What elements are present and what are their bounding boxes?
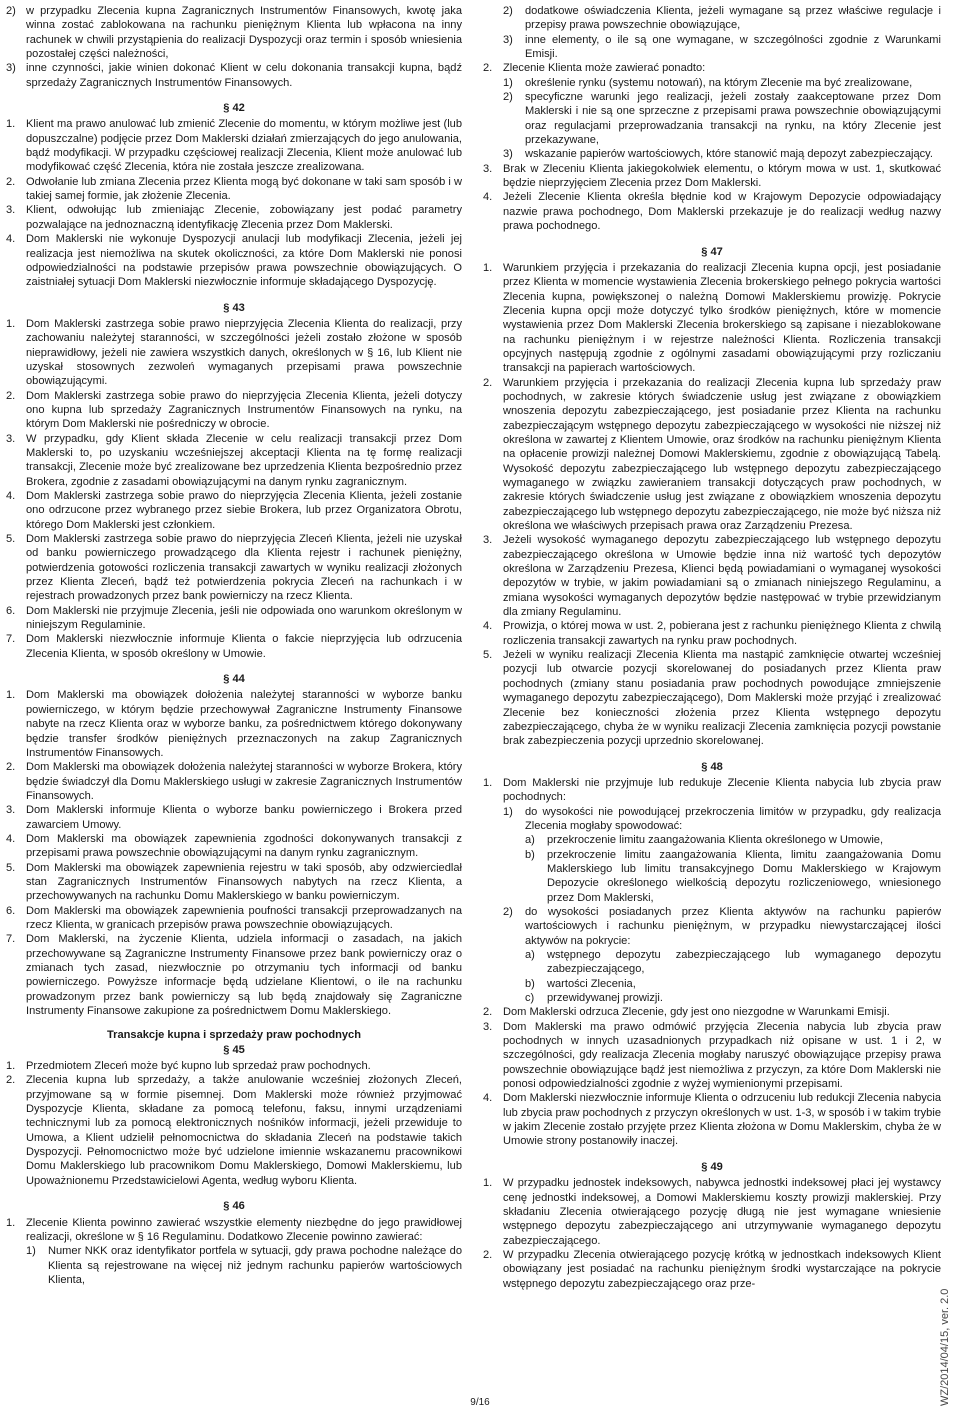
list-item xyxy=(483,848,941,905)
item-number: 1. xyxy=(483,1177,493,1190)
item-text: W przypadku Zlecenia otwierającego pozycję krótką w jednostkach indeksowych Klient obowiązany jest posiadać na rachunku pieniężnym środki wystarczające na pokrycie wstępnego depozytu zabezpieczającego oraz prze- xyxy=(503,1248,941,1290)
section-number: § 42 xyxy=(223,102,245,115)
item-number: 6. xyxy=(6,904,16,917)
paragraph xyxy=(483,648,941,748)
item-text: Dom Maklerski ma obowiązek dołożenia należytej staranności w wyborze banku powierniczego, w którym będzie przechowywał Zagraniczne Instrumenty Finansowe nabyte na rzecz Klienta oraz w wyborze banku, za pośrednictwem którego dokonywany będzie transfer środków pieniężnych przeznaczonych na zakup Zagranicznych Instrumentów Finansowych. xyxy=(26,689,462,759)
item-number: c) xyxy=(525,992,535,1005)
paragraph xyxy=(6,932,462,1018)
item-text: Dom Maklerski ma obowiązek zapewnienia rejestru w taki sposób, aby odzwierciedlał stan Zagranicznych Instrumentów Finansowych nabytych na rzecz Klienta, a przechowywanych na rachunku Domu Maklerskiego w banku powierniczym. xyxy=(26,861,462,903)
item-text: inne elementy, o ile są one wymagane, w szczególności zgodnie z Warunkami Emisji. xyxy=(525,33,941,61)
item-number: b) xyxy=(525,977,535,990)
item-text: Dom Maklerski odrzuca Zlecenie, gdy jest ono niezgodne w Warunkami Emisji. xyxy=(503,1006,890,1019)
item-text: Klient, odwołując lub zmieniając Zlecenie, zobowiązany jest podać parametry pozwalające na jednoznaczną identyfikację Zlecenia przez Dom Maklerski. xyxy=(26,204,462,231)
paragraph xyxy=(483,1020,941,1092)
item-number: 1. xyxy=(483,261,493,274)
paragraph xyxy=(6,389,462,432)
paragraph xyxy=(6,760,462,803)
item-text: Dom Maklerski ma obowiązek dołożenia należytej staranności w wyborze Brokera, który będzie świadczył dla Domu Maklerskiego usługi w zakresie Zagranicznych Instrumentów Finansowych. xyxy=(26,761,462,802)
item-number: 1. xyxy=(6,317,16,330)
item-number: 1. xyxy=(6,1060,16,1073)
item-number: 3) xyxy=(503,33,513,46)
item-text: Dom Maklerski niezwłocznie informuje Klienta o odrzuceniu lub redukcji Zlecenia nabycia lub zbycia praw pochodnych z przyczyn określonych w ust. 1-3, w sposób i w takim trybie w jakim Zlecenie zostało przyjęte przez Klienta złożona w Domu Maklerskim, chyba że w Umowie strony postanowiły inaczej. xyxy=(503,1092,941,1148)
item-number: 4. xyxy=(6,233,16,246)
item-text: przewidywanej prowizji. xyxy=(547,992,663,1005)
list-item xyxy=(483,76,941,90)
item-text: Warunkiem przyjęcia i przekazania do realizacji Zlecenia kupna opcji, jest posiadanie przez Klienta w momencie wystawienia Zlecenia brokerskiego pełnego pokrycia wartości Zlecenia kupna, powiększonej o należną Domowi Maklerskiemu prowizję. Pokrycie Zlecenia kupna opcji może dotyczyć tylko środków pieniężnych, które w momencie wystawienia przez Dom Maklerski Zlecenia brokerskiego są zapisane i niezablokowane na rachunku pieniężnym i w rejestrze należności Klienta. Rozliczenia transakcji opcyjnych następują zgodnie z ogólnymi zasadami obowiązującymi przy rozliczaniu transakcji na papierach wartościowych. xyxy=(503,261,941,375)
item-text: do wysokości nie powodującej przekroczenia limitów w przypadku, gdy realizacja Zlecenia mogłaby spowodować: xyxy=(525,805,941,832)
item-number: 5. xyxy=(6,861,16,874)
paragraph xyxy=(483,1091,941,1148)
section-number: § 43 xyxy=(223,301,245,314)
item-number: 3) xyxy=(503,148,513,161)
paragraph xyxy=(483,619,941,648)
paragraph xyxy=(483,261,941,376)
item-text: Zlecenie Klienta może zawierać ponadto: xyxy=(503,62,706,75)
paragraph xyxy=(483,162,941,191)
paragraph xyxy=(6,232,462,289)
paragraph xyxy=(483,1176,941,1248)
item-text: Dom Maklerski nie przyjmuje Zlecenia, jeśli nie odpowiada ono warunkom określonym w niniejszym Regulaminie. xyxy=(26,604,462,632)
item-number: 5. xyxy=(6,533,16,546)
item-number: 4. xyxy=(483,620,493,633)
item-text: specyficzne warunki jego realizacji, jeżeli zostały zaakceptowane przez Dom Maklerski i nie są one sprzeczne z przepisami prawa powszechnie obowiązującymi oraz regulacjami przeprowadzania transakcji na rynku, na który Zlecenie jest przekazywane, xyxy=(525,91,941,147)
item-text: wskazanie papierów wartościowych, które stanowić mają depozyt zabezpieczający. xyxy=(525,148,933,161)
item-text: Przedmiotem Zleceń może być kupno lub sprzedaż praw pochodnych. xyxy=(26,1060,371,1073)
item-number: 2. xyxy=(6,1074,16,1087)
item-number: 2. xyxy=(483,1006,493,1019)
item-number: 7. xyxy=(6,933,16,946)
item-text: wstępnego depozytu zabezpieczającego lub wymaganego depozytu zabezpieczającego, xyxy=(547,949,941,976)
item-number: 1. xyxy=(6,1216,16,1229)
paragraph xyxy=(6,904,462,933)
item-number: 3) xyxy=(6,62,16,75)
paragraph xyxy=(483,376,941,534)
item-text: Dom Maklerski zastrzega sobie prawo do nieprzyjęcia Zleceń Klienta, jeżeli nie uzyskał od banku powierniczego prowadzącego dla Klienta rejestr i rachunek pieniężny, potwierdzenia gotowości rozliczenia transakcji zawartych w wyniku realizacji złożonych przez Klienta Zleceń, bądź też potwierdzenia pokrycia Zleceń na rachunkach i w rejestrach prowadzonych przez bank powierniczy na rzecz Klienta. xyxy=(26,533,462,603)
item-text: Dom Maklerski niezwłocznie informuje Klienta o fakcie nieprzyjęcia lub odrzucenia Zlecenia Klienta, w sposób określony w Umowie. xyxy=(26,633,462,660)
item-number: a) xyxy=(525,949,535,961)
item-number: 3. xyxy=(483,534,493,547)
item-number: 4. xyxy=(483,1092,493,1105)
item-number: 4. xyxy=(6,490,16,502)
item-text: Prowizja, o której mowa w ust. 2, pobierana jest z rachunku pieniężnego Klienta z chwilą rozliczenia transakcji zawartych na rynku praw pochodnych. xyxy=(503,620,941,647)
item-number: 1. xyxy=(483,776,493,789)
section-number: § 44 xyxy=(223,673,245,686)
item-number: 2. xyxy=(483,1248,493,1261)
paragraph xyxy=(6,1073,462,1188)
item-number: a) xyxy=(525,834,535,847)
list-item xyxy=(483,805,941,834)
item-text: Jeżeli w wyniku realizacji Zlecenia Klienta ma nastąpić zamknięcie otwartej wcześniej pozycji lub otwarcie pozycji skorelowanej do posiadanych przez Klienta praw pochodnych (zmiany stanu posiadania praw pochodnych powodujące zmniejszenie wymaganego depozytu zabezpieczającego), Dom Maklerski może przyjąć i zrealizować Zlecenie bez konieczności złożenia przez Klienta wstępnego depozytu zabezpieczającego, chyba że w wyniku realizacji Zlecenia zamknięcia pozycji powstanie brak zabezpieczenia pozycji uprzednio skorelowanej. xyxy=(503,649,941,748)
section-number: § 49 xyxy=(701,1160,723,1173)
item-number: 3. xyxy=(6,204,16,217)
paragraph xyxy=(6,432,462,489)
item-text: Jeżeli wysokość wymaganego depozytu zabezpieczającego lub wstępnego depozytu zabezpieczającego określona w Umowie będzie inna niż wartość tych depozytów określona w Zarządzeniu Prezesa, Klienci będą powiadamiani o wymaganej wysokości depozytów w trybie, w jakim powiadamiani są o zmianach niniejszego Regulaminu, a zmiana wysokości wymaganych depozytów będzie następować w trybie przewidzianym dla zmiany Regulaminu. xyxy=(503,534,941,619)
item-text: Zlecenia kupna lub sprzedaży, a także anulowanie wcześniej złożonych Zleceń, przyjmowane są w formie pisemnej. Dom Maklerski może również przyjmować Dyspozycje Klienta, składane za pomocą telefonu, faksu, innymi urządzeniami technicznymi lub za pomocą elektronicznych nośników informacji, jeżeli przewiduje to Umowa, a Klient udzielił pełnomocnictwa do składania Zleceń na podstawie takich Dyspozycji. Pełnomocnictwo może być udzielone imiennie wskazanemu pracownikowi Domu Maklerskiego lub pracownikom Domu Maklerskiego, Domowi Maklerskiemu, lub Upoważnionemu Przedstawicielowi Agenta, według wyboru Klienta. xyxy=(26,1074,462,1187)
item-number: 3. xyxy=(6,432,16,445)
item-text: inne czynności, jakie winien dokonać Klient w celu dokonania transakcji kupna, bądź sprzedaży Zagranicznych Instrumentów Finansowych. xyxy=(26,62,462,89)
item-number: b) xyxy=(525,848,535,861)
item-number: 2) xyxy=(503,905,513,918)
paragraph xyxy=(6,532,462,604)
list-item xyxy=(6,61,462,90)
list-item xyxy=(483,33,941,62)
item-text: Dom Maklerski zastrzega sobie prawo do nieprzyjęcia Zlecenia Klienta, jeżeli zostanie ono odrzucone przez wybranego przez siebie Brokera, lub przez Organizatora Obrotu, którego Dom Maklerski jest członkiem. xyxy=(26,490,462,531)
item-text: w przypadku Zlecenia kupna Zagranicznych Instrumentów Finansowych, kwotę jaka winna zostać zablokowana na rachunku pieniężnym Klienta lub wpłacona na inny rachunek w chwili przystąpienia do realizacji Dyspozycji oraz termin i sposób wniesienia pozostałej części należności, xyxy=(26,5,462,61)
paragraph xyxy=(483,190,941,233)
item-text: Dom Maklerski informuje Klienta o wyborze banku powierniczego i Brokera przed zawarciem Umowy. xyxy=(26,804,462,831)
list-item xyxy=(483,905,941,948)
item-text: Klient ma prawo anulować lub zmienić Zlecenie do momentu, w którym możliwe jest (lub dopuszczalne) podjęcie przez Dom Maklerski działań zmierzających do jego anulowania, bądź modyfikacji. W przypadku częściowej realizacji Zlecenia, Klient może anulować lub modyfikować część Zlecenia, która nie została jeszcze zrealizowana. xyxy=(26,118,462,174)
item-number: 2. xyxy=(6,761,16,774)
item-text: Dom Maklerski ma obowiązek zapewnienia zgodności dokonywanych transakcji z przepisami prawa powszechnie obowiązującymi na danym rynku zagranicznym. xyxy=(26,832,462,860)
list-item xyxy=(6,1244,462,1287)
list-item xyxy=(6,4,462,61)
paragraph xyxy=(483,1005,941,1019)
page-number: 9/16 xyxy=(470,1397,490,1408)
item-number: 6. xyxy=(6,604,16,617)
item-text: wartości Zlecenia, xyxy=(547,977,636,990)
item-number: 4. xyxy=(483,191,493,204)
item-number: 2. xyxy=(483,376,493,389)
paragraph xyxy=(6,175,462,204)
item-text: Odwołanie lub zmiana Zlecenia przez Klienta mogą być dokonane w taki sam sposób i w takiej samej formie, jak złożenie Zlecenia. xyxy=(26,175,462,203)
section-number: § 48 xyxy=(701,760,723,773)
paragraph xyxy=(6,1216,462,1245)
item-text: Jeżeli Zlecenie Klienta określa błędnie kod w Krajowym Depozycie odpowiadający nazwie prawa pochodnego, Dom Maklerski przekazuje je do realizacji według nazwy prawa pochodnego. xyxy=(503,191,941,233)
item-text: Dom Maklerski ma obowiązek zapewnienia poufności transakcji przeprowadzanych na rzecz Klienta, w granicach przepisów prawa powszechnie obowiązujących. xyxy=(26,904,462,931)
paragraph xyxy=(6,604,462,633)
item-text: Brak w Zleceniu Klienta jakiegokolwiek elementu, o którym mowa w ust. 1, skutkować będzie nieprzyjęciem Zlecenia przez Dom Maklerski. xyxy=(503,162,941,190)
right-column xyxy=(483,4,941,1291)
item-number: 2) xyxy=(6,5,16,17)
list-item xyxy=(483,147,941,161)
list-item xyxy=(483,4,941,33)
item-number: 2. xyxy=(483,62,493,75)
item-number: 2) xyxy=(503,91,513,104)
section-number: § 46 xyxy=(223,1200,245,1213)
list-item xyxy=(483,90,941,147)
item-text: W przypadku, gdy Klient składa Zlecenie w celu realizacji transakcji przez Dom Maklerski to, po uzyskaniu wcześniejszej akceptacji Klienta na tę formę realizacji transakcji, Zlecenie może być zrealizowane bez uprzedzenia Klienta bezpośrednio przez Brokera, zgodnie z zasadami obowiązującymi na danym rynku zagranicznym. xyxy=(26,432,462,488)
paragraph xyxy=(483,1248,941,1291)
paragraph xyxy=(6,489,462,532)
item-text: Warunkiem przyjęcia i przekazania do realizacji Zlecenia kupna lub sprzedaży praw pochodnych, w zakresie których świadczenie usług jest związane z obowiązkiem wnoszenia depozytu zabezpieczającego, jest posiadanie przez Klienta na rachunku zabezpieczającym wstępnego depozytu zabezpieczającego w wysokości nie niższej niż określona w zawartej z Klientem Umowie, oraz środków na rachunku pieniężnym Klienta na opłacenie prowizji należnej Domowi Maklerskiemu, zgodnie z obowiązującą Tabelą. Wysokość depozytu zabezpieczającego lub wstępnego depozytu zabezpieczającego wymaganego w związku zawieraniem transakcji dotyczących praw pochodnych, w zakresie których świadczenie usług jest związane z obowiązkiem wnoszenia depozytu zabezpieczającego lub wstępnego depozytu zabezpieczającego, nie może być niższa niż określona we właściwych przepisach prawa oraz Zarządzeniu Prezesa. xyxy=(503,376,941,533)
item-text: Dom Maklerski zastrzega sobie prawo nieprzyjęcia Zlecenia Klienta do realizacji, przy zachowaniu należytej staranności, w szczególności jeżeli zostało złożone w sposób nieprawidłowy, jeżeli nie zawiera wszystkich danych, określonych w § 16, lub Klient nie uzyskał stosownych zezwoleń wymaganych przepisami prawa powszechnie obowiązującymi. xyxy=(26,317,462,388)
paragraph xyxy=(6,632,462,661)
item-text: przekroczenie limitu zaangażowania Klienta, limitu zaangażowania Domu Maklerskiego lub limitu transakcyjnego Domu Maklerskiego w Krajowym Depozycie określonego wielkością depozytu rozliczeniowego, wniesionego przez Dom Maklerski, xyxy=(547,848,941,904)
item-text: Dom Maklerski nie przyjmuje lub redukuje Zlecenie Klienta nabycia lub zbycia praw pochodnych: xyxy=(503,776,941,804)
item-number: 2) xyxy=(503,5,513,17)
section-number: § 45 xyxy=(223,1043,245,1056)
item-text: Zlecenie Klienta powinno zawierać wszystkie elementy niezbędne do jego prawidłowej realizacji, określone w § 16 Regulaminu. Dodatkowo Zlecenie powinno zawierać: xyxy=(26,1216,462,1243)
paragraph xyxy=(483,776,941,805)
item-text: Dom Maklerski, na życzenie Klienta, udziela informacji o zasadach, na jakich przechowywane są Zagraniczne Instrumenty Finansowe przez bank powierniczy oraz o zmianach tych zasad, niezwłocznie po otrzymaniu tych informacji od banku powierniczego. Powyższe informacje będą udzielane Klientowi, o ile na rachunku prowadzonym przez bank powierniczy są lub będą znajdowały się Zagraniczne Instrumenty Finansowe zakupione za pośrednictwem Domu Maklerskiego. xyxy=(26,933,462,1018)
list-item xyxy=(483,991,941,1005)
left-column xyxy=(6,4,462,1287)
item-number: 7. xyxy=(6,633,16,646)
item-text: Dom Maklerski zastrzega sobie prawo do nieprzyjęcia Zlecenia Klienta, jeżeli dotyczy ono kupna lub sprzedaży Zagranicznych Instrumentów Finansowych na rynku, na którym Dom Maklerski nie pośredniczy w obrocie. xyxy=(26,389,462,431)
item-number: 1) xyxy=(503,76,513,89)
paragraph xyxy=(6,688,462,760)
item-text: przekroczenie limitu zaangażowania Klienta określonego w Umowie, xyxy=(547,834,884,847)
item-number: 1) xyxy=(26,1245,36,1258)
paragraph xyxy=(6,803,462,832)
item-number: 2. xyxy=(6,389,16,402)
item-text: dodatkowe oświadczenia Klienta, jeżeli wymagane są przez właściwe regulacje i przepisy prawa powszechnie obowiązujące, xyxy=(525,5,941,32)
item-text: Dom Maklerski ma prawo odmówić przyjęcia Zlecenia nabycia lub zbycia praw pochodnych w innych uzasadnionych przypadkach niż opisane w ust. 1 i 2, w szczególności, gdy realizacja Zlecenia mogłaby naruszyć obowiązujące przepisy prawa powszechnie obowiązujące bądź jest niemożliwa z przyczyn, za które Dom Maklerski nie ponosi odpowiedzialności zgodnie z wyżej wymienionymi przepisami. xyxy=(503,1020,941,1091)
paragraph xyxy=(6,203,462,232)
item-number: 4. xyxy=(6,832,16,845)
paragraph xyxy=(6,832,462,861)
paragraph xyxy=(6,1059,462,1073)
item-number: 2. xyxy=(6,175,16,188)
paragraph xyxy=(6,117,462,174)
list-item xyxy=(483,977,941,991)
item-text: Dom Maklerski nie wykonuje Dyspozycji anulacji lub modyfikacji Zlecenia, jeżeli jej realizacja jest niemożliwa na skutek okoliczności, za które Dom Maklerski nie ponosi odpowiedzialności na podstawie przepisów prawa powszechnie obowiązujących. O zaistniałej sytuacji Dom Maklerski niezwłocznie informuje składającego Dyspozycję. xyxy=(26,233,462,289)
paragraph xyxy=(483,533,941,619)
item-number: 1. xyxy=(6,118,16,131)
section-number: § 47 xyxy=(701,245,723,258)
item-text: do wysokości posiadanych przez Klienta aktywów na rachunku papierów wartościowych i rachunku pieniężnym, w przypadku niewystarczającej ilości aktywów na pokrycie: xyxy=(525,905,941,947)
item-text: W przypadku jednostek indeksowych, nabywca jednostki indeksowej płaci jej wystawcy cenę jednostki indeksowej, a Domowi Maklerskiemu koszty prowizji maklerskiej. Przy składaniu Zlecenia otwierającego pozycję długą nie jest wymagane wniesienie wstępnego depozytu zabezpieczającego ani utrzymywanie wymaganego depozytu zabezpieczającego. xyxy=(503,1177,941,1247)
item-text: Numer NKK oraz identyfikator portfela w sytuacji, gdy prawa pochodne należące do Klienta są rejestrowane na więcej niż jednym rachunku papierów wartościowych Klienta, xyxy=(48,1245,462,1286)
version-label: WZ/2014/04/15, ver. 2.0 xyxy=(939,1288,951,1406)
item-number: 3. xyxy=(483,162,493,175)
paragraph xyxy=(483,61,941,75)
section-heading: Transakcje kupna i sprzedaży praw pochodnych xyxy=(106,1029,361,1042)
paragraph xyxy=(6,317,462,389)
item-number: 1. xyxy=(6,689,16,702)
list-item xyxy=(483,833,941,847)
paragraph xyxy=(6,861,462,904)
item-number: 3. xyxy=(6,804,16,817)
item-number: 1) xyxy=(503,805,513,818)
item-number: 5. xyxy=(483,649,493,662)
list-item xyxy=(483,948,941,977)
item-text: określenie rynku (systemu notowań), na którym Zlecenie ma być zrealizowane, xyxy=(525,76,913,89)
item-number: 3. xyxy=(483,1020,493,1033)
